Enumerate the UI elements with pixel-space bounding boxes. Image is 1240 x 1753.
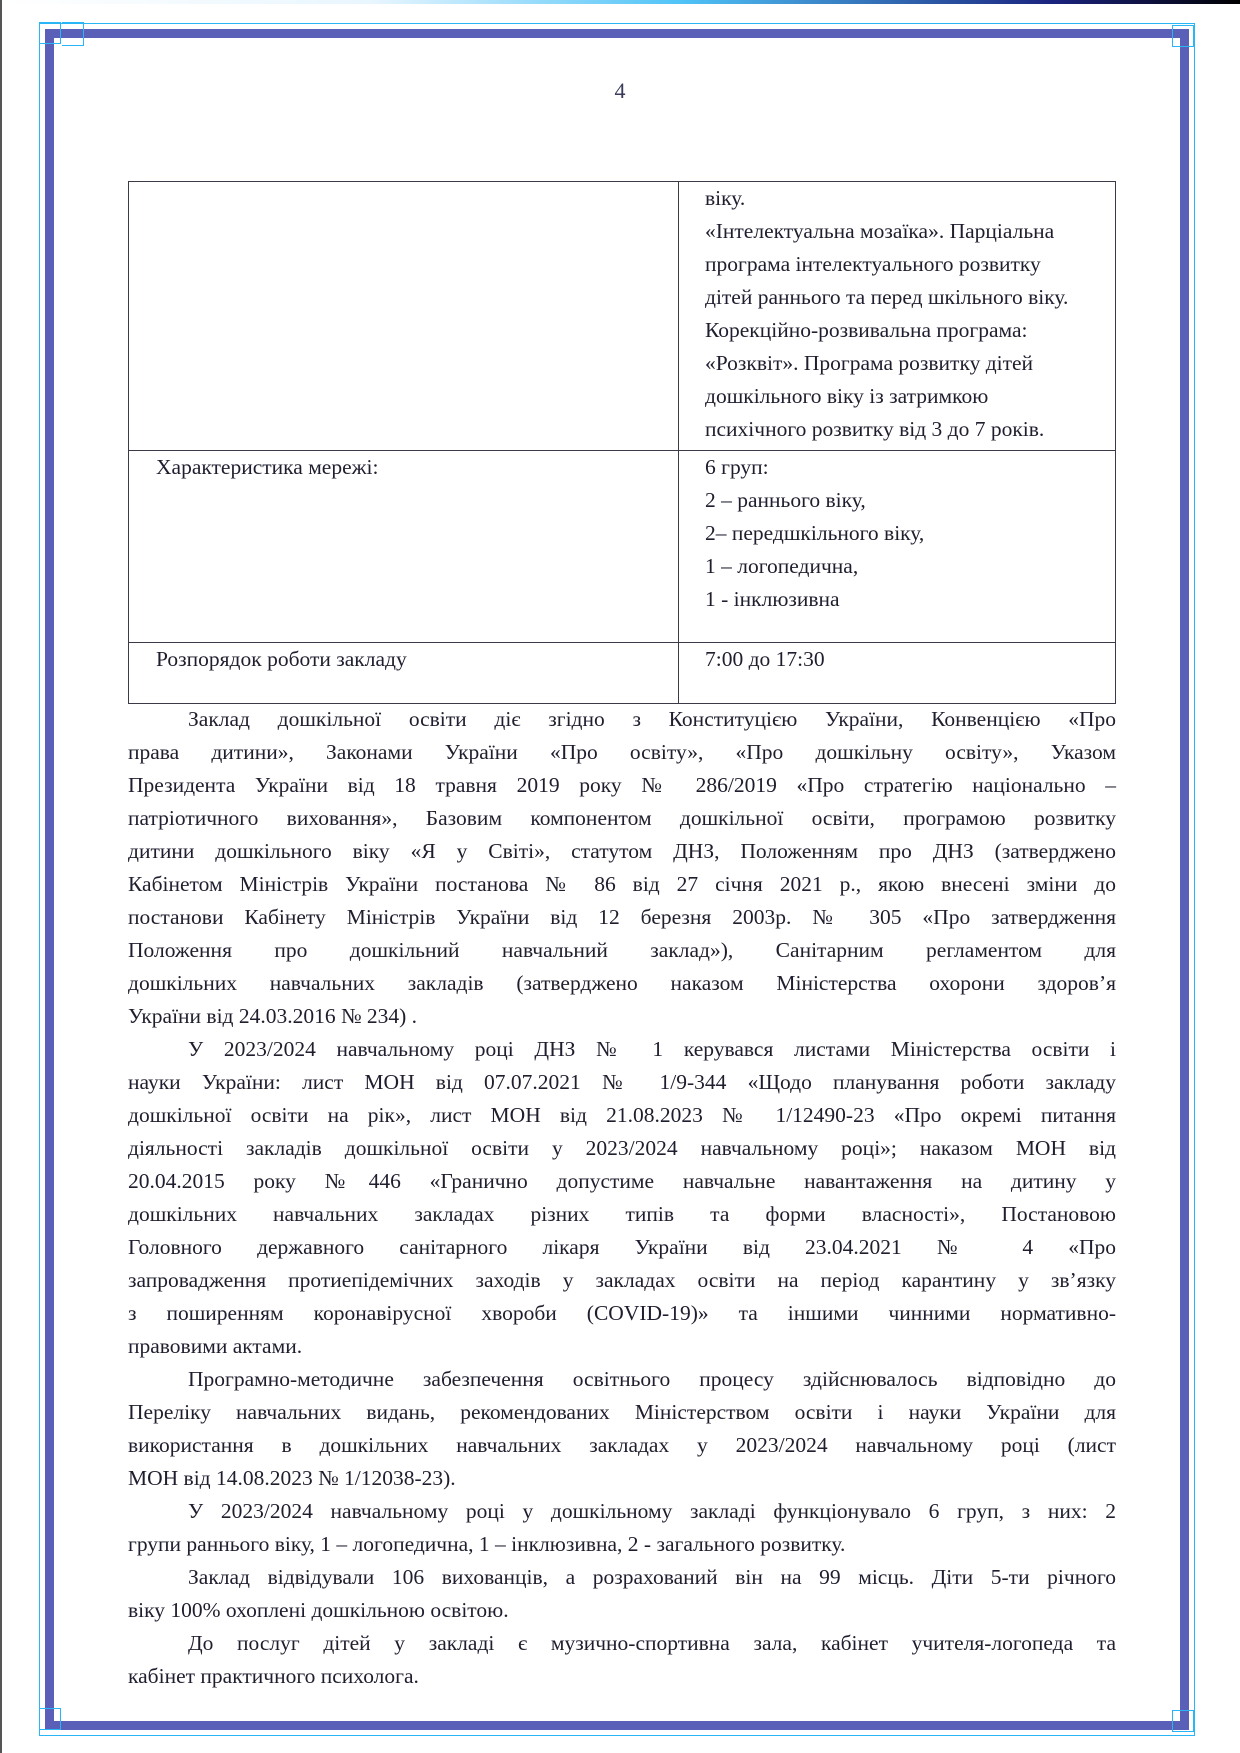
text-line: Головного державного санітарного лікаря України від 23.04.2021 № 4 «Про bbox=[128, 1235, 1116, 1259]
text-line: Положення про дошкільний навчальний заклад»), Санітарним регламентом для bbox=[128, 938, 1116, 962]
cell-line: дошкільного віку із затримкою bbox=[705, 384, 989, 408]
table-cell-label bbox=[129, 182, 679, 451]
text-line: віку 100% охоплені дошкільною освітою. bbox=[128, 1598, 509, 1622]
text-line: Переліку навчальних видань, рекомендованих Міністерством освіти і науки України для bbox=[128, 1400, 1116, 1424]
cell-line: психічного розвитку від 3 до 7 років. bbox=[705, 417, 1045, 441]
border-corner-ornament bbox=[62, 22, 84, 46]
cell-line: 2– передшкільного віку, bbox=[705, 521, 925, 545]
cell-line: 2 – раннього віку, bbox=[705, 488, 866, 512]
text-line: постанови Кабінету Міністрів України від 12 березня 2003р. № 305 «Про затвердження bbox=[128, 905, 1116, 929]
text-line: запровадження протиепідемічних заходів у закладах освіти на період карантину у зв’язку bbox=[128, 1268, 1116, 1292]
text-line: України від 24.03.2016 № 234) . bbox=[128, 1004, 418, 1028]
border-corner-ornament bbox=[1172, 25, 1194, 47]
text-line: діяльності закладів дошкільної освіти у 2023/2024 навчальному році»; наказом МОН від bbox=[128, 1136, 1116, 1160]
paragraph-methodical-support bbox=[128, 1363, 1116, 1495]
cell-line: віку. bbox=[705, 186, 746, 210]
text-line: Заклад дошкільної освіти діє згідно з Конституцією України, Конвенцією «Про bbox=[188, 707, 1116, 731]
cell-line: Корекційно-розвивальна програма: bbox=[705, 318, 1028, 342]
table-cell-label bbox=[129, 451, 679, 643]
scan-left-edge bbox=[0, 0, 2, 1753]
info-table bbox=[128, 181, 1116, 704]
cell-line: 1 – логопедична, bbox=[705, 554, 859, 578]
table-row bbox=[129, 643, 1116, 704]
table-cell-label bbox=[129, 643, 679, 704]
text-line: з поширенням коронавірусної хвороби (COVID-19)» та іншими чинними нормативно- bbox=[128, 1301, 1116, 1325]
text-line: права дитини», Законами України «Про освіту», «Про дошкільну освіту», Указом bbox=[128, 740, 1116, 764]
cell-line: 7:00 до 17:30 bbox=[705, 647, 825, 671]
paragraph-ministry-letters bbox=[128, 1033, 1116, 1363]
table-row bbox=[129, 451, 1116, 643]
text-line: Президента України від 18 травня 2019 року № 286/2019 «Про стратегію національно – bbox=[128, 773, 1116, 797]
text-line: У 2023/2024 навчальному році ДНЗ № 1 керувався листами Міністерства освіти і bbox=[188, 1037, 1116, 1061]
cell-label-text: Розпорядок роботи закладу bbox=[156, 647, 407, 671]
text-line: кабінет практичного психолога. bbox=[128, 1664, 419, 1688]
page-number: 4 bbox=[614, 78, 626, 103]
text-line: дошкільних навчальних закладів (затверджено наказом Міністерства охорони здоров’я bbox=[128, 971, 1116, 995]
paragraph-groups bbox=[128, 1495, 1116, 1561]
cell-line: 6 груп: bbox=[705, 455, 769, 479]
table-cell-value bbox=[679, 643, 1116, 704]
cell-line: дітей раннього та перед шкільного віку. bbox=[705, 285, 1069, 309]
text-line: дошкільних навчальних закладах різних типів та форми власності», Постановою bbox=[128, 1202, 1116, 1226]
document-body bbox=[128, 703, 1116, 1693]
text-line: науки України: лист МОН від 07.07.2021 № 1/9-344 «Щодо планування роботи закладу bbox=[128, 1070, 1116, 1094]
cell-line: «Розквіт». Програма розвитку дітей bbox=[705, 351, 1034, 375]
text-line: використання в дошкільних навчальних закладах у 2023/2024 навчальному році (лист bbox=[128, 1433, 1116, 1457]
table-cell-value bbox=[679, 182, 1116, 451]
cell-line: програма інтелектуального розвитку bbox=[705, 252, 1041, 276]
table-cell-value bbox=[679, 451, 1116, 643]
border-corner-ornament bbox=[39, 22, 61, 44]
cell-line: «Інтелектуальна мозаїка». Парціальна bbox=[705, 219, 1055, 243]
text-line: патріотичного виховання», Базовим компонентом дошкільної освіти, програмою розвитку bbox=[128, 806, 1116, 830]
text-line: До послуг дітей у закладі є музично-спортивна зала, кабінет учителя-логопеда та bbox=[188, 1631, 1116, 1655]
text-line: 20.04.2015 року №446 «Гранично допустиме навчальне навантаження на дитину у bbox=[128, 1169, 1116, 1193]
paragraph-legal-basis bbox=[128, 703, 1116, 1033]
border-corner-ornament bbox=[39, 1708, 61, 1730]
text-line: дитини дошкільного віку «Я у Світі», статутом ДНЗ, Положенням про ДНЗ (затверджено bbox=[128, 839, 1116, 863]
cell-label-text: Характеристика мережі: bbox=[156, 455, 379, 479]
text-line: правовими актами. bbox=[128, 1334, 303, 1358]
text-line: Програмно-методичне забезпечення освітнього процесу здійснювалось відповідно до bbox=[188, 1367, 1116, 1391]
text-line: Заклад відвідували 106 вихованців, а розрахований він на 99 місць. Діти 5-ти річного bbox=[188, 1565, 1116, 1589]
paragraph-enrollment bbox=[128, 1561, 1116, 1627]
text-line: групи раннього віку, 1 – логопедична, 1 – інклюзивна, 2 - загального розвитку. bbox=[128, 1532, 846, 1556]
scan-top-edge bbox=[0, 0, 1240, 4]
border-corner-ornament bbox=[1172, 1710, 1194, 1732]
cell-line: 1 - інклюзивна bbox=[705, 587, 840, 611]
paragraph-facilities bbox=[128, 1627, 1116, 1693]
text-line: Кабінетом Міністрів України постанова № 86 від 27 січня 2021 р., якою внесені зміни до bbox=[128, 872, 1116, 896]
table-row bbox=[129, 182, 1116, 451]
text-line: У 2023/2024 навчальному році у дошкільному закладі функціонувало 6 груп, з них: 2 bbox=[188, 1499, 1116, 1523]
text-line: дошкільної освіти на рік», лист МОН від 21.08.2023 № 1/12490-23 «Про окремі питання bbox=[128, 1103, 1116, 1127]
text-line: МОН від 14.08.2023 № 1/12038-23). bbox=[128, 1466, 456, 1490]
